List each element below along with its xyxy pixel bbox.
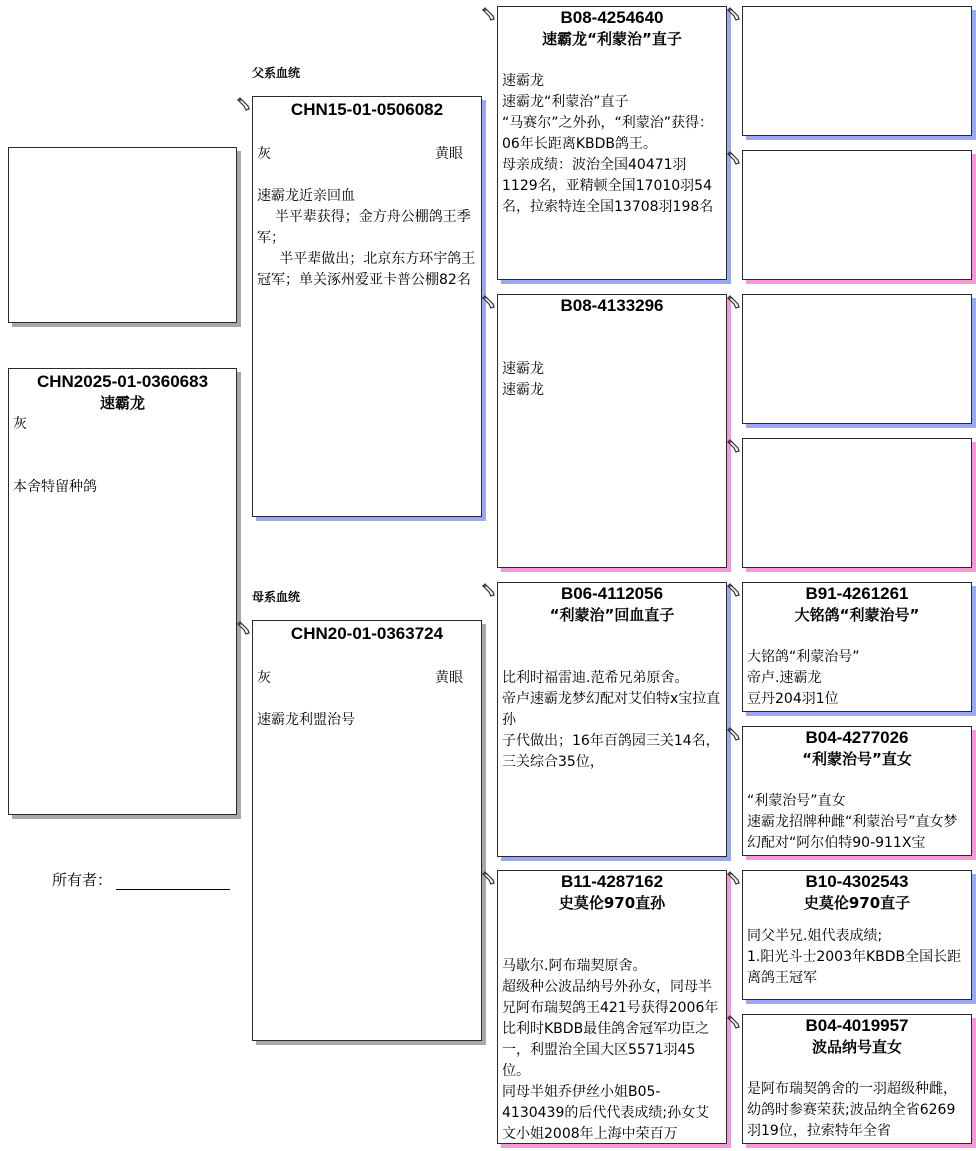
dam-color: 灰 bbox=[257, 670, 271, 686]
ss-dam-card[interactable] bbox=[742, 150, 972, 280]
ss-sire-card[interactable] bbox=[742, 6, 972, 136]
subject-ring-number: CHN2025-01-0360683 bbox=[36, 372, 209, 391]
dam-card[interactable] bbox=[252, 620, 482, 1041]
dam-dam-text: 马歇尔.阿布瑞契原舍。 超级种公波品纳号外孙女，同母半兄阿布瑞契鸽王421号获得2006年比利时KBDB最佳鸽舍冠军功臣之一，利盟治全国大区5571羽45位。 同母半姐乔伊丝小姐B05-4130439的后代代表成绩;孙女艾文小姐2008年上海中荣百万 bbox=[502, 958, 719, 1142]
ds-dam-text: “利蒙治号”直女 速霸龙招牌种雌“利蒙治号”直女梦幻配对“阿尔伯特90-911X宝 bbox=[747, 793, 958, 851]
ds-sire-card[interactable] bbox=[742, 582, 972, 712]
subject-name: 速霸龙 bbox=[99, 394, 145, 412]
dd-dam-text: 是阿布瑞契鸽舍的一羽超级种雌，幼鸽时参赛荣获;波品纳全省6269羽19位，拉索特年全省 bbox=[747, 1081, 957, 1139]
photo-box[interactable] bbox=[8, 147, 237, 323]
dam-dam-card[interactable] bbox=[497, 870, 727, 1144]
edit-pencil-icon[interactable] bbox=[236, 97, 250, 111]
dam-dam-ring-number: B11-4287162 bbox=[560, 872, 664, 891]
ds-sire-ring-number: B91-4261261 bbox=[805, 584, 909, 603]
ds-dam-title: “利蒙治号”直女 bbox=[802, 750, 912, 768]
ds-dam-ring-number: B04-4277026 bbox=[805, 728, 909, 747]
dam-sire-text: 比利时福雷迪.范希兄弟原舍。 帝卢速霸龙梦幻配对艾伯特x宝拉直孙 子代做出；16年百鸽园三关14名，三关综合35位， bbox=[502, 670, 721, 770]
dd-sire-card[interactable] bbox=[742, 870, 972, 1000]
edit-pencil-icon[interactable] bbox=[726, 439, 740, 453]
dam-ring-number: CHN20-01-0363724 bbox=[290, 624, 444, 643]
dam-dam-title: 史莫伦970直孙 bbox=[558, 894, 666, 912]
sire-sire-title: 速霸龙“利蒙治”直子 bbox=[542, 30, 682, 48]
edit-pencil-icon[interactable] bbox=[726, 295, 740, 309]
dam-sire-ring-number: B06-4112056 bbox=[560, 584, 664, 603]
edit-pencil-icon[interactable] bbox=[726, 151, 740, 165]
edit-pencil-icon[interactable] bbox=[481, 295, 495, 309]
dd-sire-text: 同父半兄.姐代表成绩; 1.阳光斗士2003年KBDB全国长距离鸽王冠军 bbox=[747, 928, 962, 986]
sire-dam-ring-number: B08-4133296 bbox=[560, 296, 664, 315]
ds-sire-title: 大铭鸽“利蒙治号” bbox=[794, 606, 920, 624]
subject-color: 灰 bbox=[13, 416, 27, 432]
owner-underline bbox=[116, 875, 230, 890]
maternal-section-label: 母系血统 bbox=[252, 590, 301, 604]
sire-ring-number: CHN15-01-0506082 bbox=[290, 100, 444, 119]
dd-sire-ring-number: B10-4302543 bbox=[805, 872, 909, 891]
sire-sire-card[interactable] bbox=[497, 6, 727, 280]
sd-dam-card[interactable] bbox=[742, 438, 972, 568]
dd-dam-title: 波品纳号直女 bbox=[811, 1038, 902, 1056]
ds-sire-text: 大铭鸽“利蒙治号” 帝卢.速霸龙 豆丹204羽1位 bbox=[747, 649, 860, 707]
dd-sire-title: 史莫伦970直子 bbox=[803, 894, 911, 912]
dd-dam-card[interactable] bbox=[742, 1014, 972, 1144]
edit-pencil-icon[interactable] bbox=[726, 583, 740, 597]
sire-dam-card[interactable] bbox=[497, 294, 727, 568]
sire-color: 灰 bbox=[257, 146, 271, 162]
paternal-section-label: 父系血统 bbox=[252, 66, 301, 80]
sire-sire-text: 速霸龙 速霸龙“利蒙治”直子 “马赛尔”之外孙，“利蒙治”获得：06年长距离KBDB鸽王。 母亲成绩：波治全国40471羽1129名，亚精顿全国17010羽54名，拉索特连全国13708羽198名 bbox=[502, 73, 714, 215]
edit-pencil-icon[interactable] bbox=[481, 871, 495, 885]
sire-sire-ring-number: B08-4254640 bbox=[560, 8, 664, 27]
sire-eye: 黄眼 bbox=[435, 146, 463, 162]
sire-dam-text: 速霸龙 速霸龙 bbox=[502, 361, 544, 398]
dam-sire-title: “利蒙治”回血直子 bbox=[549, 606, 675, 624]
sire-text: 速霸龙近亲回血 半平辈获得；金方舟公棚鸽王季军； 半平辈做出；北京东方环宇鸽王冠军；单关涿州爱亚卡普公棚82名 bbox=[257, 188, 476, 288]
owner-field[interactable] bbox=[52, 869, 230, 890]
sd-sire-card[interactable] bbox=[742, 294, 972, 424]
dam-sire-card[interactable] bbox=[497, 582, 727, 857]
edit-pencil-icon[interactable] bbox=[726, 1015, 740, 1029]
edit-pencil-icon[interactable] bbox=[726, 871, 740, 885]
edit-pencil-icon[interactable] bbox=[481, 583, 495, 597]
edit-pencil-icon[interactable] bbox=[726, 727, 740, 741]
owner-label: 所有者： bbox=[52, 871, 113, 889]
subject-card[interactable] bbox=[8, 368, 237, 815]
subject-note: 本舍特留种鸽 bbox=[13, 479, 97, 495]
dd-dam-ring-number: B04-4019957 bbox=[805, 1016, 909, 1035]
edit-pencil-icon[interactable] bbox=[236, 621, 250, 635]
dam-text: 速霸龙利盟治号 bbox=[257, 712, 355, 728]
sire-card[interactable] bbox=[252, 96, 482, 517]
edit-pencil-icon[interactable] bbox=[726, 7, 740, 21]
edit-pencil-icon[interactable] bbox=[481, 7, 495, 21]
ds-dam-card[interactable] bbox=[742, 726, 972, 856]
dam-eye: 黄眼 bbox=[435, 670, 463, 686]
